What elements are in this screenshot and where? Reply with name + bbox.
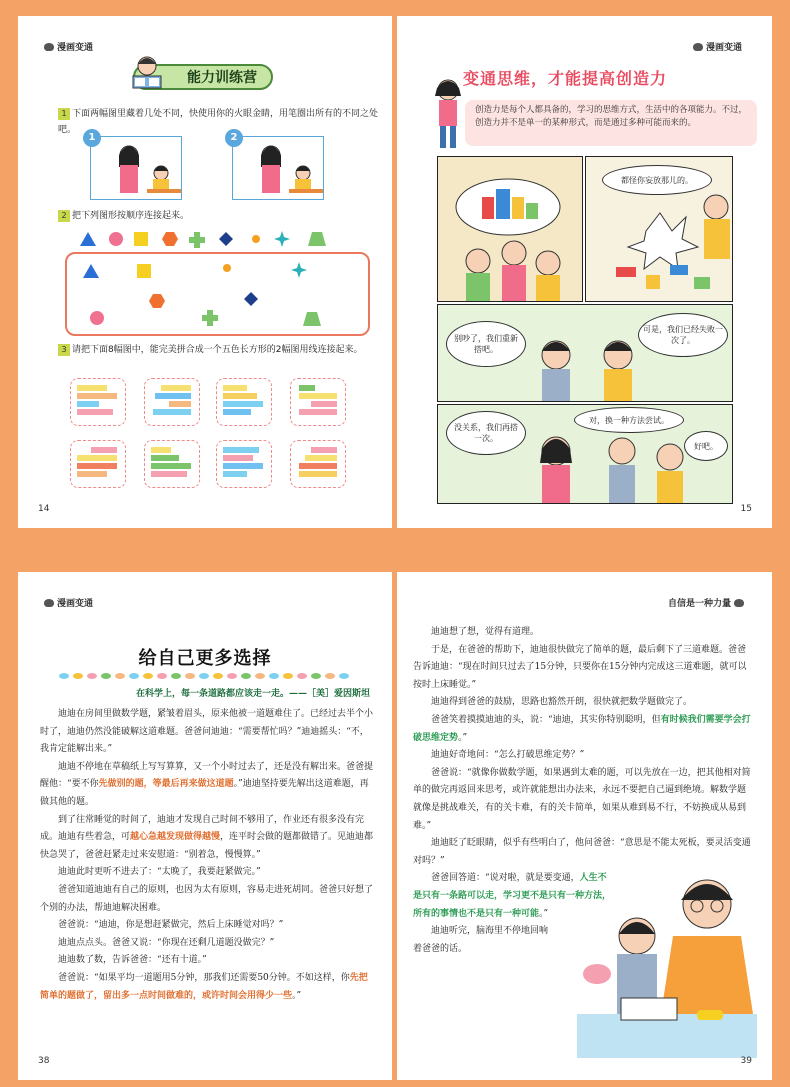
- speech-bubble-5: 对，换一种方法尝试。: [574, 407, 684, 433]
- paragraph: 迪迪数了数，告诉爸爸：“还有十道。”: [58, 955, 207, 966]
- paragraph: 爸爸说：“如果平均一道题用5分钟，那我们还需要50分钟。不如这样，你先把简单的题做了，留出多一点时间做难的，或许时间会用得少一些。”: [40, 972, 368, 1001]
- comic-panel-2: [585, 156, 733, 302]
- page-number: 39: [740, 1056, 752, 1066]
- reading-kid-icon: [125, 52, 169, 92]
- decorative-dot-divider: [58, 672, 358, 680]
- intro-box: 创造力是每个人都具备的，学习的思维方式，生活中的各项能力。不过，创造力并不是单一的某种形式，而是通过多种可能而来的。: [465, 100, 757, 146]
- father-son-illustration: [577, 864, 757, 1058]
- star-icon: [274, 231, 290, 247]
- paragraph: 爸爸笑着摸摸迪迪的头，说：“迪迪，其实你特别聪明，但有时候我们需要学会打破思维定势。”: [413, 714, 751, 743]
- bird-icon: [44, 43, 54, 51]
- chapter-title: 给自己更多选择: [138, 648, 272, 669]
- series-header: 自信是一种力量: [668, 596, 744, 609]
- epigraph-quote: 在科学上，每一条道路都应该走一走。——［美］爱因斯坦: [135, 689, 370, 699]
- question-3: 3 请把下面8幅图中，能完美拼合成一个五色长方形的2幅图用线连接起来。: [58, 342, 378, 358]
- paragraph: 迪迪好奇地问：“怎么打破思维定势？”: [431, 750, 585, 761]
- paragraph: 于是，在爸爸的帮助下，迪迪很快做完了简单的题，最后剩下了三道难题。爸爸告诉迪迪：“现在时间只过去了15分钟，只要你在15分钟内完成这三道难题，就可以按时上床睡觉。”: [413, 644, 747, 690]
- puzzle-tile-5: [70, 440, 126, 488]
- section-banner: 能力训练营: [133, 64, 273, 90]
- story-body: [40, 706, 374, 1005]
- paragraph: 迪迪在房间里做数学题，紧皱着眉头，原来他被一道题难住了。已经过去半个小时了，迪迪仍然没能破解这道难题。爸爸问迪迪：“需要帮忙吗？”迪迪摇头：“不，我肯定能解出来。”: [40, 709, 374, 755]
- paragraph: 迪迪不停地在草稿纸上写写算算，又一个小时过去了，还是没有解出来。爸爸提醒他：“要不你先做别的题，等最后再来做这道题。”迪迪坚持要先解出这道难题，再做其他的题。: [40, 761, 374, 807]
- cross-icon: [189, 232, 205, 248]
- kids-building-blocks: [438, 157, 583, 302]
- puzzle-tile-4: [290, 378, 346, 426]
- page-number: 38: [38, 1056, 50, 1066]
- speech-bubble-3: 可是，我们已经失败一次了。: [638, 313, 728, 357]
- paragraph: 爸爸回答道：“说对啦，就是要变通，人生不是只有一条路可以走，学习更不是只有一种方法，所有的事情也不是只有一种可能。”: [413, 873, 612, 919]
- page-number: 15: [740, 504, 752, 514]
- scattered-shapes: [67, 254, 368, 334]
- bird-icon: [734, 599, 744, 607]
- puzzle-tile-8: [290, 440, 346, 488]
- question-1: 1 下面两幅图里藏着几处不同，快使用你的火眼金睛，用笔圈出所有的不同之处吧。: [58, 109, 379, 135]
- page-14: [18, 16, 392, 528]
- shape-connect-area: [65, 252, 370, 336]
- highlight-text: 先做别的题，等最后再来做这道题: [98, 779, 234, 790]
- puzzle-tile-1: [70, 378, 126, 426]
- highlight-text: 人生不是只有一条路可以走，学习更不是只有一种方法，所有的事情也不是只有一种可能: [413, 873, 612, 919]
- page-number: 14: [38, 504, 50, 514]
- question-2: 2 把下列图形按顺序连接起来。: [58, 208, 378, 224]
- paragraph: 到了往常睡觉的时间了，迪迪才发现自己时间不够用了，作业还有很多没有完成。迪迪有些着急，可越心急越发现做得越慢，连平时会做的题都做错了。见迪迪都快急哭了，爸爸赶紧走过来安慰道：“别着急，慢慢算。”: [40, 814, 374, 860]
- square-icon: [134, 232, 148, 246]
- circle-icon: [109, 232, 123, 246]
- highlight-text: 有时候我们需要学会打破思维定势: [413, 714, 751, 743]
- puzzle-tile-3: [216, 378, 272, 426]
- hexagon-icon: [162, 232, 178, 246]
- paragraph: 迪迪得到爸爸的鼓励，思路也豁然开朗，很快就把数学题做完了。: [431, 697, 693, 708]
- scene-1-illustration: [91, 137, 183, 201]
- comic-panel-1: [437, 156, 583, 302]
- paragraph: 迪迪点点头。爸爸又说：“你现在还剩几道题没做完？”: [58, 937, 275, 948]
- paragraph: 爸爸说：“迪迪，你是想赶紧做完，然后上床睡觉对吗？”: [58, 920, 284, 931]
- bird-icon: [44, 599, 54, 607]
- paragraph: 爸爸知道迪迪有自己的原则，也因为太有原则，容易走进死胡同。爸爸只好想了个别的办法，帮迪迪解决困难。: [40, 884, 374, 913]
- trapezoid-icon: [308, 232, 326, 246]
- spot-difference-scene-2: 2: [232, 136, 324, 200]
- comic-panel-4: [437, 404, 733, 504]
- puzzle-tile-6: [144, 440, 200, 488]
- series-header: 漫画变通: [44, 596, 93, 609]
- comic-panel-3: [437, 304, 733, 402]
- spot-difference-scene-1: 1: [90, 136, 182, 200]
- sun-icon: [252, 235, 260, 243]
- girl-character-icon: [431, 76, 465, 152]
- speech-bubble-4: 没关系，我们再搭一次。: [446, 411, 526, 455]
- page-38: [18, 572, 392, 1080]
- page-15: [397, 16, 772, 528]
- paragraph: 迪迪听完，脑海里不停地回响着爸爸的话。: [413, 926, 549, 954]
- triangle-icon: [80, 232, 96, 246]
- puzzle-tile-2: [144, 378, 200, 426]
- scene-2-illustration: [233, 137, 325, 201]
- speech-bubble-6: 好吧。: [684, 431, 728, 461]
- paragraph: 迪迪此时更听不进去了：“太晚了，我要赶紧做完。”: [58, 867, 261, 878]
- diamond-icon: [219, 232, 233, 246]
- series-header: 漫画变通: [44, 40, 93, 53]
- highlight-text: 先把简单的题做了，留出多一点时间做难的，或许时间会用得少一些: [40, 972, 368, 1001]
- page-39: [397, 572, 772, 1080]
- highlight-text: 越心急越发现做得越慢: [130, 832, 221, 843]
- speech-bubble-1: 都怪你妄放那儿的。: [602, 165, 712, 195]
- puzzle-tile-7: [216, 440, 272, 488]
- paragraph: 迪迪想了想，觉得有道理。: [431, 627, 540, 637]
- page-title: 变通思维，才能提高创造力: [463, 69, 668, 88]
- bird-icon: [693, 43, 703, 51]
- series-header: 漫画变通: [693, 40, 742, 53]
- paragraph: 爸爸说：“就像你做数学题，如果遇到太难的题，可以先放在一边，把其他相对简单的做完再返回来思考，或许就能想出办法来，永远不要把自己逼到绝境。解数学题就像是挑战难关，有的关卡难，有的关卡简单，如果从难到易不行，不妨换成从易到难。”: [413, 767, 751, 831]
- shape-sequence: [78, 230, 348, 248]
- paragraph: 迪迪眨了眨眼睛，似乎有些明白了，他问爸爸：“意思是不能太死板，要灵活变通对吗？”: [413, 838, 751, 866]
- speech-bubble-2: 别吵了，我们重新搭吧。: [446, 321, 526, 367]
